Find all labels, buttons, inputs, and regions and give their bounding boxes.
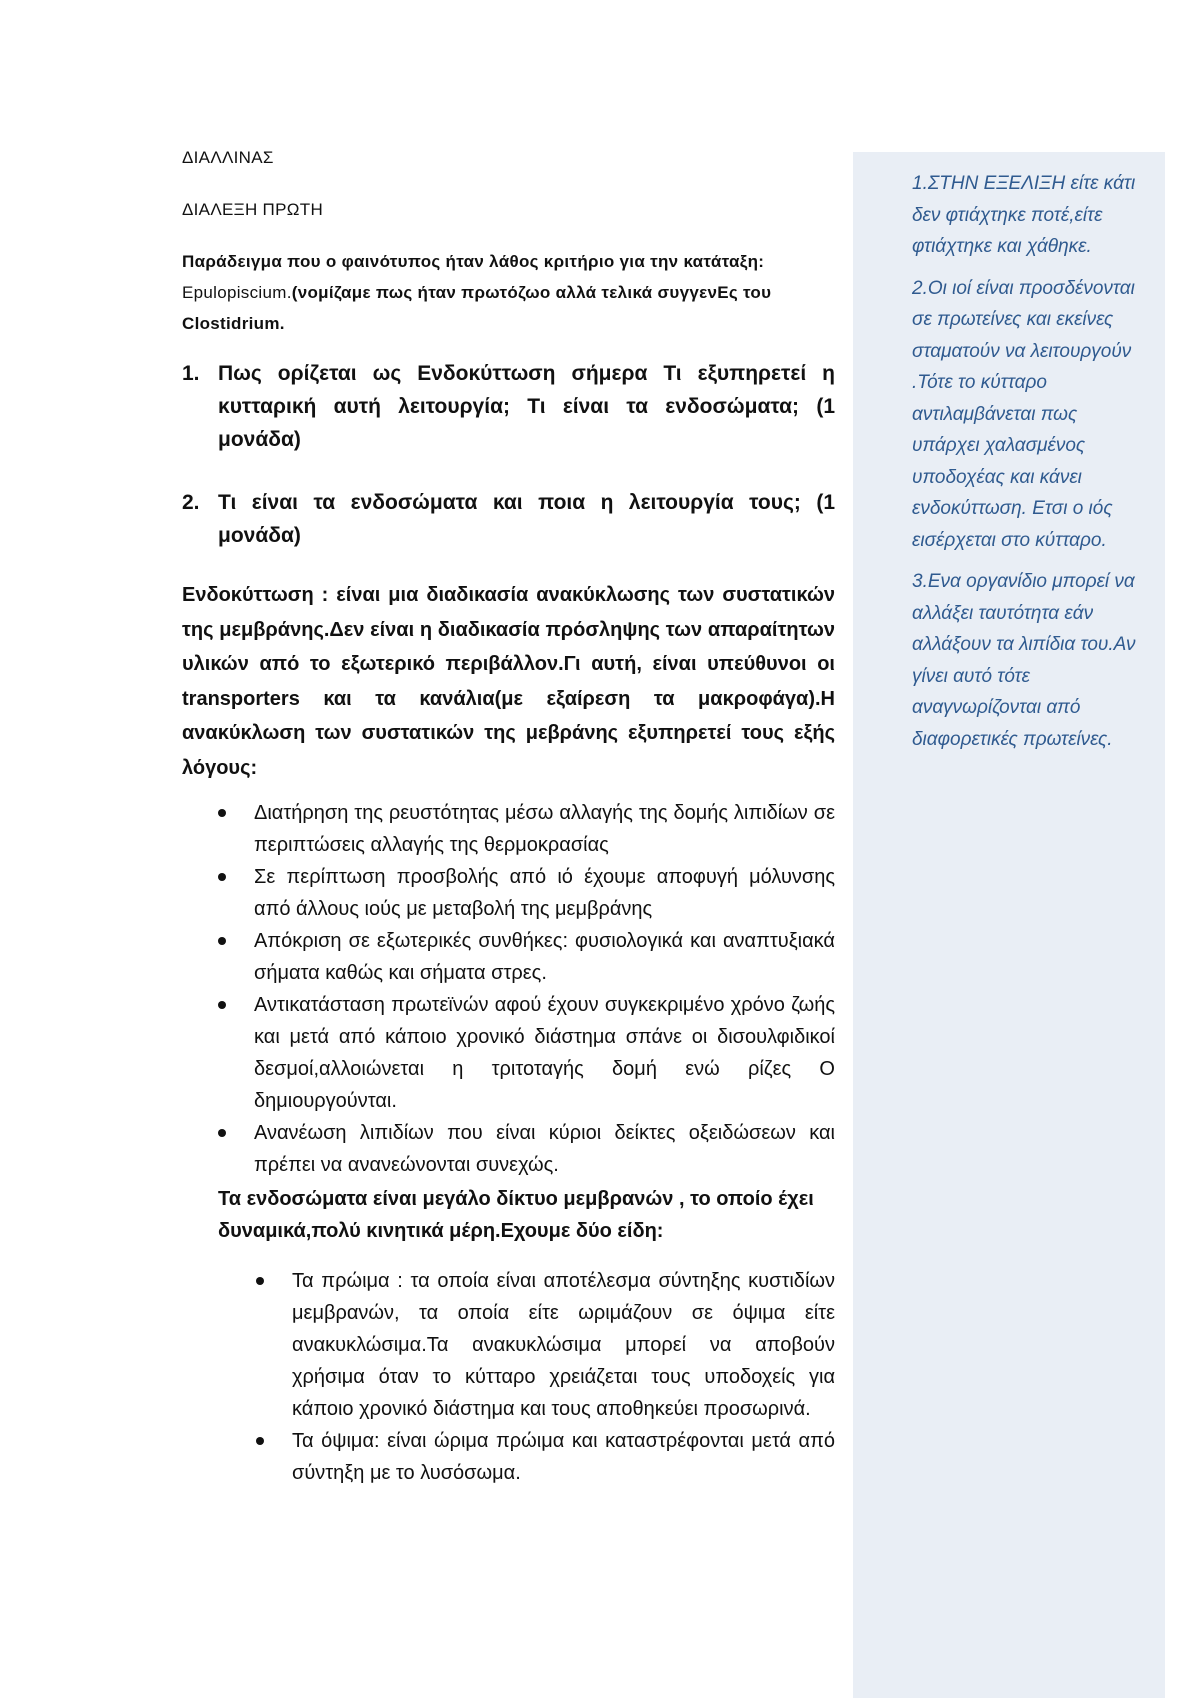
question-number: 1. [182, 362, 200, 385]
intro-normal: Epulopiscium. [182, 283, 292, 302]
list-item: Σε περίπτωση προσβολής από ιό έχουμε αποφυγή μόλυνσης από άλλους ιούς με μεταβολή της μεμβράνης [182, 861, 835, 925]
question-text: Πως ορίζεται ως Ενδοκύττωση σήμερα Τι εξυπηρετεί η κυτταρική αυτή λειτουργία; Τι είναι τα ενδοσώματα; (1 μονάδα) [218, 362, 835, 451]
bullet-icon [218, 809, 226, 817]
bullet-icon [218, 1001, 226, 1009]
bullet-icon [256, 1277, 264, 1285]
list-item: Ανανέωση λιπιδίων που είναι κύριοι δείκτες οξειδώσεων και πρέπει να ανανεώνονται συνεχώς. [182, 1117, 835, 1181]
intro-paragraph [182, 246, 835, 339]
question-text: Τι είναι τα ενδοσώματα και ποια η λειτουργία τους; (1 μονάδα) [218, 491, 835, 547]
list-item: Διατήρηση της ρευστότητας μέσω αλλαγής της δομής λιπιδίων σε περιπτώσεις αλλαγής της θερμοκρασίας [182, 797, 835, 861]
bullet-icon [218, 873, 226, 881]
bullet-icon [256, 1437, 264, 1445]
document-body [182, 146, 835, 1489]
sidebar-note: 1.ΣΤΗΝ ΕΞΕΛΙΞΗ είτε κάτι δεν φτιάχτηκε ποτέ,είτε φτιάχτηκε και χάθηκε. [912, 173, 1136, 257]
list-item: Αντικατάσταση πρωτεϊνών αφού έχουν συγκεκριμένο χρόνο ζωής και μετά από κάποιο χρονικό διάστημα σπάνε οι δισουλφιδικοί δεσμοί,αλλοιώνεται η τριτοταγής δομή ενώ ρίζες Ο δημιουργούνται. [182, 989, 835, 1117]
question-item [182, 357, 835, 456]
bullet-icon [218, 1129, 226, 1137]
endosome-types-list [182, 1265, 835, 1489]
list-item: Τα πρώιμα : τα οποία είναι αποτέλεσμα σύντηξης κυστιδίων μεμβρανών, τα οποία είτε ωριμάζουν σε όψιμα είτε ανακυκλώσιμα.Τα ανακυκλώσιμα μπορεί να αποβούν χρήσιμα όταν το κύτταρο χρειάζεται τους υποδοχείς για κάποιο χρονικό διάστημα και τους αποθηκεύει προσωρινά. [182, 1265, 835, 1425]
sidebar-notes [912, 168, 1144, 765]
bullet-icon [218, 937, 226, 945]
list-item: Απόκριση σε εξωτερικές συνθήκες: φυσιολογικά και αναπτυξιακά σήματα καθώς και σήματα στρες. [182, 925, 835, 989]
intro-bold-tail: (νομίζαμε πως ήταν πρωτόζωο αλλά τελικά συγγενΕς του Clostidrium. [182, 283, 772, 333]
reasons-list [182, 797, 835, 1181]
lecture-heading: ΔΙΑΛΕΞΗ ΠΡΩΤΗ [182, 200, 324, 219]
document-title: ΔΙΑΛΛΙΝΑΣ [182, 148, 274, 167]
intro-bold: Παράδειγμα που ο φαινότυπος ήταν λάθος κριτήριο για την κατάταξη: [182, 252, 765, 271]
question-item [182, 486, 835, 552]
answer-paragraph: Ενδοκύττωση : είναι μια διαδικασία ανακύκλωσης των συστατικών της μεμβράνης.Δεν είναι η διαδικασία πρόσληψης των απαραίτητων υλικών από το εξωτερικό περιβάλλον.Γι αυτή, είναι υπεύθυνοι οι transporters και τα κανάλια(με εξαίρεση τα μακροφάγα).Η ανακύκλωση των συστατικών της μεβράνης εξυπηρετεί τους εξής λόγους: [182, 584, 835, 779]
sidebar-note: 2.Οι ιοί είναι προσδένονται σε πρωτείνες και εκείνες σταματούν να λειτουργούν .Τότε το κύτταρο αντιλαμβάνεται πως υπάρχει χαλασμένος υποδοχέας και κάνει ενδοκύττωση. Ετσι ο ιός εισέρχεται στο κύτταρο. [912, 277, 1135, 551]
questions-list [182, 357, 835, 552]
endosomes-paragraph: Τα ενδοσώματα είναι μεγάλο δίκτυο μεμβρανών , το οποίο έχει δυναμικά,πολύ κινητικά μέρη.Εχουμε δύο είδη: [218, 1188, 814, 1242]
question-number: 2. [182, 491, 200, 514]
sidebar-note: 3.Ενα οργανίδιο μπορεί να αλλάξει ταυτότητα εάν αλλάξουν τα λιπίδια του.Αν γίνει αυτό τότε αναγνωρίζονται από διαφορετικές πρωτείνες. [912, 571, 1136, 750]
list-item: Τα όψιμα: είναι ώριμα πρώιμα και καταστρέφονται μετά από σύντηξη με το λυσόσωμα. [182, 1425, 835, 1489]
